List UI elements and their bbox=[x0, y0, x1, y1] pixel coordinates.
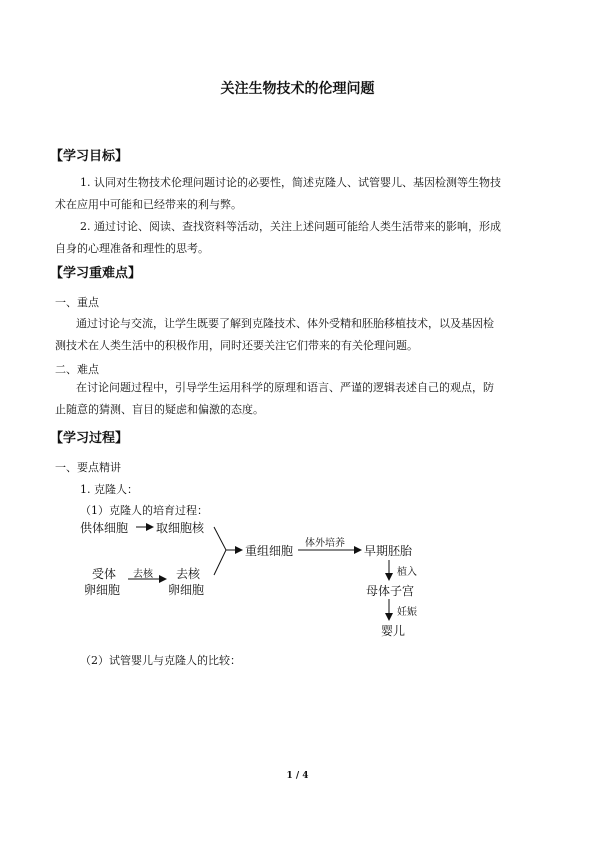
goals-heading: 【学习目标】 bbox=[50, 149, 129, 164]
key-line-1: 通过讨论与交流，让学生既要了解到克隆技术、体外受精和胚胎移植技术，以及基因检 bbox=[76, 317, 494, 330]
process-heading: 【学习过程】 bbox=[50, 431, 129, 446]
page-title: 关注生物技术的伦理问题 bbox=[220, 81, 375, 97]
diagram-early-embryo: 早期胚胎 bbox=[364, 544, 413, 558]
difficulty-line-1: 在讨论问题过程中，引导学生运用科学的原理和语言、严谨的逻辑表述自己的观点，防 bbox=[76, 381, 494, 394]
compare-label: （2）试管婴儿与克隆人的比较： bbox=[80, 654, 241, 667]
difficulty-label: 二、难点 bbox=[55, 363, 99, 376]
diagram-recipient-2: 卵细胞 bbox=[84, 583, 121, 597]
diagram-recipient-1: 受体 bbox=[92, 567, 117, 581]
diagram-remove-nucleus-label: 去核 bbox=[133, 569, 153, 580]
diagram-recombined-cell: 重组细胞 bbox=[245, 544, 294, 558]
key-line-2: 测技术在人类生活中的积极作用，同时还要关注它们带来的有关伦理问题。 bbox=[55, 339, 418, 352]
goal-2-line-1: 2. 通过讨论、阅读、查找资料等活动，关注上述问题可能给人类生活带来的影响，形成 bbox=[80, 220, 501, 233]
difficulty-line-2: 止随意的猜测、盲目的疑虑和偏激的态度。 bbox=[55, 403, 264, 416]
key-label: 一、重点 bbox=[55, 296, 99, 309]
diagram-baby: 婴儿 bbox=[381, 624, 406, 638]
clone-process-label: （1）克隆人的培育过程： bbox=[80, 504, 208, 517]
goal-1-line-1: 1. 认同对生物技术伦理问题讨论的必要性，简述克隆人、试管婴儿、基因检测等生物技 bbox=[80, 176, 501, 189]
keypoints-heading: 【学习重难点】 bbox=[50, 266, 142, 281]
process-label: 一、要点精讲 bbox=[55, 461, 121, 474]
diagram-take-nucleus: 取细胞核 bbox=[156, 521, 205, 535]
goal-1-line-2: 术在应用中可能和已经带来的利与弊。 bbox=[55, 198, 242, 211]
diagram-mother-uterus: 母体子宫 bbox=[366, 584, 415, 598]
diagram-implant-label: 植入 bbox=[397, 567, 417, 578]
diagram-enucleated-1: 去核 bbox=[176, 567, 201, 581]
diagram-enucleated-2: 卵细胞 bbox=[168, 583, 205, 597]
diagram-culture-label: 体外培养 bbox=[305, 538, 345, 549]
clone-label: 1. 克隆人： bbox=[80, 483, 138, 496]
diagram-pregnancy-label: 妊娠 bbox=[397, 607, 417, 618]
goal-2-line-2: 自身的心理准备和理性的思考。 bbox=[55, 242, 209, 255]
bracket-merge bbox=[214, 527, 226, 575]
page-number: 1 / 4 bbox=[286, 771, 309, 781]
diagram-donor-cell: 供体细胞 bbox=[80, 521, 129, 535]
